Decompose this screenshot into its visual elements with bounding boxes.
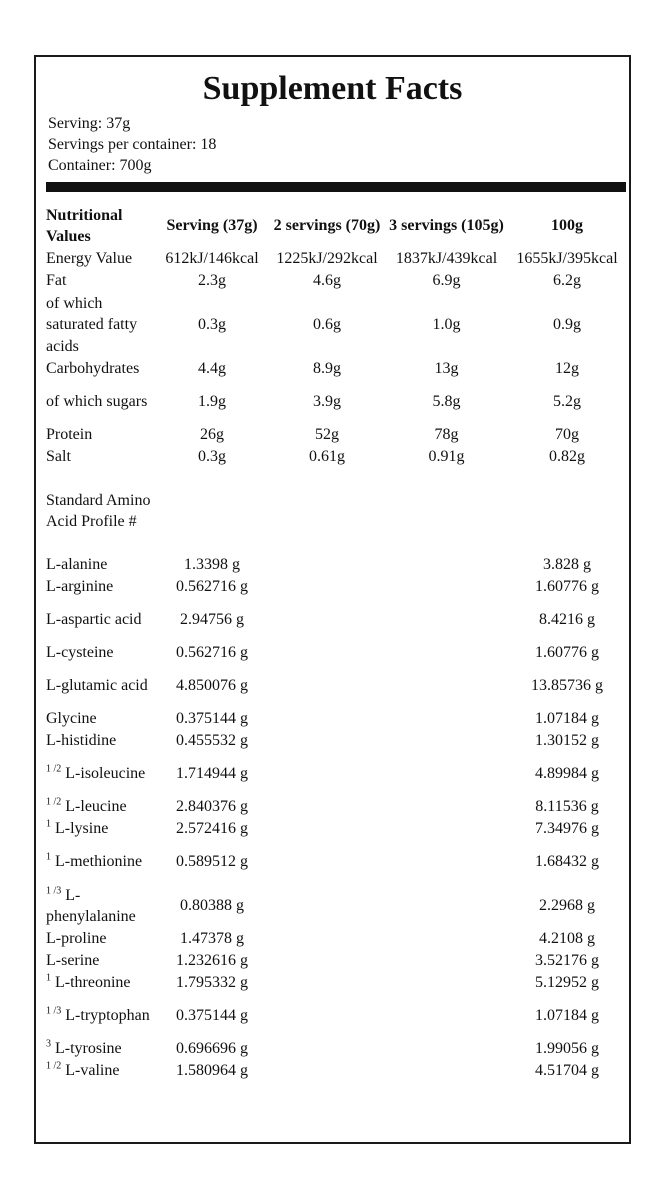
column-header: 100g — [551, 217, 583, 235]
nutrient-value: 0.455532 g — [176, 732, 248, 750]
nutrient-name — [46, 248, 157, 270]
table-row — [46, 468, 628, 554]
servings-per-container: Servings per container: 18 — [48, 136, 217, 153]
nutrient-value: 7.34976 g — [535, 820, 599, 838]
nutrient-label: L-histidine — [46, 732, 117, 750]
nutrient-value: 0.375144 g — [176, 710, 248, 728]
nutrient-value — [387, 1060, 506, 1082]
nutrient-value — [387, 554, 506, 576]
nutrient-value: 3.828 g — [543, 556, 591, 574]
nutrient-value: 4.4g — [198, 360, 226, 378]
nutrient-value — [267, 840, 387, 884]
nutrient-name — [46, 928, 157, 950]
nutrient-value: 0.562716 g — [176, 578, 248, 596]
nutrient-name — [46, 1038, 157, 1060]
table-row — [46, 708, 628, 730]
nutrient-label: Glycine — [46, 710, 97, 728]
nutrient-value: 1.795332 g — [176, 974, 248, 992]
nutrient-value: 78g — [434, 426, 459, 444]
table-row — [46, 972, 628, 994]
nutrient-value: 0.6g — [313, 316, 341, 334]
nutrient-value — [387, 598, 506, 642]
nutrient-value: 6.2g — [553, 272, 581, 290]
nutrient-value — [387, 972, 506, 994]
footnote-marker: 3 — [46, 1038, 51, 1050]
nutrient-name — [46, 884, 157, 928]
nutrient-value — [267, 884, 387, 928]
nutrient-label: L-valine — [65, 1062, 120, 1080]
footnote-marker: 1 — [46, 818, 51, 830]
nutrient-value — [387, 730, 506, 752]
nutrient-value: 0.82g — [549, 448, 585, 466]
table-row — [46, 1060, 628, 1082]
table-row — [46, 796, 628, 818]
nutrient-name — [46, 950, 157, 972]
column-header: 2 servings (70g) — [273, 217, 381, 235]
nutrient-value: 4.6g — [313, 272, 341, 290]
table-row — [46, 446, 628, 468]
nutrient-value: 2.94756 g — [180, 611, 244, 629]
nutrient-value — [387, 840, 506, 884]
nutrient-value — [387, 796, 506, 818]
serving-size: Serving: 37g — [48, 115, 131, 132]
nutrient-value — [267, 972, 387, 994]
nutrient-value: 0.80388 g — [180, 897, 244, 915]
container-size: Container: 700g — [48, 157, 152, 174]
table-row — [46, 950, 628, 972]
nutrient-value — [267, 950, 387, 972]
nutrient-value: 13g — [434, 360, 459, 378]
nutrient-value — [387, 994, 506, 1038]
nutrient-label: L-tyrosine — [55, 1040, 122, 1058]
nutrient-value — [267, 752, 387, 796]
nutrient-value — [267, 468, 387, 554]
panel-title: Supplement Facts — [202, 70, 463, 107]
table-row — [46, 576, 628, 598]
nutrient-value: 2.3g — [198, 272, 226, 290]
nutrient-value — [267, 664, 387, 708]
nutrient-name — [46, 598, 157, 642]
nutrient-label: L-phenylalanine — [46, 886, 136, 925]
nutrient-name — [46, 1060, 157, 1082]
nutrient-value — [506, 468, 628, 554]
table-row — [46, 598, 628, 642]
nutrient-value — [387, 708, 506, 730]
nutrient-value: 3.9g — [313, 393, 341, 411]
table-row — [46, 424, 628, 446]
nutrient-label: Salt — [46, 448, 71, 466]
nutrient-value: 0.562716 g — [176, 644, 248, 662]
table-row — [46, 818, 628, 840]
table-row — [46, 994, 628, 1038]
nutrient-label: Standard Amino Acid Profile # — [46, 491, 151, 530]
nutrient-value: 1.07184 g — [535, 1007, 599, 1025]
nutrient-name — [46, 554, 157, 576]
nutrient-value: 70g — [555, 426, 579, 444]
nutrient-name — [46, 664, 157, 708]
nutrient-name — [46, 576, 157, 598]
nutrient-value — [267, 1038, 387, 1060]
nutrient-value: 0.3g — [198, 448, 226, 466]
nutrient-label: Protein — [46, 426, 93, 444]
nutrient-value: 1.580964 g — [176, 1062, 248, 1080]
nutrient-value: 1.3398 g — [184, 556, 240, 574]
nutrient-value: 1225kJ/292kcal — [276, 250, 378, 268]
table-row — [46, 554, 628, 576]
nutrient-value: 6.9g — [432, 272, 461, 290]
nutrient-value — [267, 576, 387, 598]
nutrient-name — [46, 424, 157, 446]
nutrient-label: L-isoleucine — [65, 765, 146, 783]
nutrient-name — [46, 292, 157, 358]
nutrient-value: 52g — [315, 426, 339, 444]
nutrient-name — [46, 752, 157, 796]
nutrient-label: L-serine — [46, 952, 100, 970]
nutrient-value — [267, 730, 387, 752]
nutrient-value: 0.375144 g — [176, 1007, 248, 1025]
nutrient-value — [387, 642, 506, 664]
nutrient-name — [46, 730, 157, 752]
column-header: Serving (37g) — [166, 217, 258, 235]
nutrient-name — [46, 972, 157, 994]
nutrient-value — [267, 796, 387, 818]
nutrient-value — [387, 752, 506, 796]
nutrient-value: 1655kJ/395kcal — [516, 250, 618, 268]
nutrient-label: Fat — [46, 272, 67, 290]
nutrient-label: L-lysine — [55, 820, 109, 838]
nutrient-name — [46, 642, 157, 664]
nutrient-value: 12g — [555, 360, 579, 378]
nutrient-label: Energy Value — [46, 250, 133, 268]
nutrient-value — [387, 576, 506, 598]
table-row — [46, 248, 628, 270]
nutrient-value: 26g — [200, 426, 224, 444]
nutrient-name — [46, 840, 157, 884]
nutrient-label: L-cysteine — [46, 644, 114, 662]
column-header: Nutritional Values — [46, 206, 123, 245]
table-row — [46, 884, 628, 928]
nutrient-value: 4.2108 g — [539, 930, 595, 948]
footnote-marker: 1 — [46, 851, 51, 863]
nutrient-label: L-arginine — [46, 578, 114, 596]
nutrient-value — [267, 818, 387, 840]
nutrient-value: 1.07184 g — [535, 710, 599, 728]
nutrient-value: 0.91g — [428, 448, 465, 466]
nutrient-value: 2.2968 g — [539, 897, 595, 915]
nutrient-value: 1.60776 g — [535, 578, 599, 596]
nutrient-label: L-tryptophan — [65, 1007, 150, 1025]
nutrient-name — [46, 994, 157, 1038]
nutrient-value: 0.696696 g — [176, 1040, 248, 1058]
table-row — [46, 752, 628, 796]
nutrient-value: 1.30152 g — [535, 732, 599, 750]
nutrition-table — [46, 204, 628, 1082]
nutrient-value — [267, 1060, 387, 1082]
nutrient-value: 2.840376 g — [176, 798, 248, 816]
nutrient-value: 5.8g — [432, 393, 461, 411]
nutrient-value: 8.11536 g — [535, 798, 599, 816]
nutrient-value: 1.68432 g — [535, 853, 599, 871]
nutrient-value: 0.589512 g — [176, 853, 248, 871]
nutrient-value: 0.61g — [309, 448, 345, 466]
nutrient-label: Carbohydrates — [46, 360, 140, 378]
nutrient-value: 5.2g — [553, 393, 581, 411]
nutrient-value: 2.572416 g — [176, 820, 248, 838]
table-row — [46, 664, 628, 708]
column-header: 3 servings (105g) — [389, 217, 504, 235]
nutrient-value: 1.9g — [198, 393, 226, 411]
table-row — [46, 270, 628, 292]
nutrient-label: L-threonine — [55, 974, 131, 992]
nutrient-name — [46, 468, 157, 554]
footnote-marker: 1 /3 — [46, 1005, 62, 1017]
nutrient-value: 3.52176 g — [535, 952, 599, 970]
footnote-marker: 1 /3 — [46, 885, 62, 897]
nutrient-label: L-leucine — [65, 798, 127, 816]
nutrient-name — [46, 818, 157, 840]
nutrient-value — [387, 950, 506, 972]
nutrient-label: of which sugars — [46, 393, 148, 411]
nutrient-value — [267, 928, 387, 950]
nutrient-name — [46, 708, 157, 730]
table-row — [46, 380, 628, 424]
nutrient-name — [46, 446, 157, 468]
table-row — [46, 358, 628, 380]
nutrient-name — [46, 358, 157, 380]
table-row — [46, 1038, 628, 1060]
nutrient-value: 8.4216 g — [539, 611, 595, 629]
nutrient-value: 1.0g — [432, 316, 461, 334]
nutrient-value — [387, 818, 506, 840]
table-header-row — [46, 204, 628, 248]
nutrient-value — [267, 554, 387, 576]
nutrient-value: 1.60776 g — [535, 644, 599, 662]
nutrient-value — [267, 598, 387, 642]
nutrient-value: 0.3g — [198, 316, 226, 334]
nutrient-value: 1.232616 g — [176, 952, 248, 970]
nutrient-value — [267, 642, 387, 664]
nutrient-label: L-methionine — [55, 853, 143, 871]
nutrient-name — [46, 270, 157, 292]
nutrient-value: 612kJ/146kcal — [165, 250, 259, 268]
nutrient-label: of which saturated fatty acids — [46, 294, 138, 355]
nutrient-value: 1.714944 g — [176, 765, 248, 783]
table-row — [46, 730, 628, 752]
nutrient-value — [387, 1038, 506, 1060]
table-row — [46, 642, 628, 664]
nutrient-label: L-proline — [46, 930, 107, 948]
table-row — [46, 928, 628, 950]
nutrient-value: 0.9g — [553, 316, 581, 334]
nutrient-value — [387, 468, 506, 554]
nutrient-value — [157, 468, 267, 554]
nutrient-value: 5.12952 g — [535, 974, 599, 992]
nutrient-value: 4.89984 g — [535, 765, 599, 783]
nutrient-value: 4.850076 g — [176, 677, 248, 695]
nutrient-value: 1837kJ/439kcal — [395, 250, 498, 268]
nutrient-value — [387, 664, 506, 708]
table-row — [46, 840, 628, 884]
footnote-marker: 1 /2 — [46, 763, 62, 775]
nutrient-label: L-glutamic acid — [46, 677, 148, 695]
nutrient-value — [387, 928, 506, 950]
thick-divider — [46, 182, 626, 192]
nutrient-value: 13.85736 g — [531, 677, 603, 695]
nutrient-label: L-alanine — [46, 556, 108, 574]
nutrient-label: L-aspartic acid — [46, 611, 142, 629]
nutrient-value: 1.99056 g — [535, 1040, 599, 1058]
footnote-marker: 1 /2 — [46, 1060, 62, 1072]
footnote-marker: 1 /2 — [46, 796, 62, 808]
nutrient-value — [267, 994, 387, 1038]
footnote-marker: 1 — [46, 972, 51, 984]
nutrient-name — [46, 796, 157, 818]
supplement-facts-panel — [34, 55, 631, 1144]
nutrient-value: 1.47378 g — [180, 930, 244, 948]
nutrient-value: 8.9g — [313, 360, 341, 378]
nutrient-name — [46, 380, 157, 424]
nutrient-value: 4.51704 g — [535, 1062, 599, 1080]
nutrient-value — [267, 708, 387, 730]
nutrient-value — [387, 884, 506, 928]
table-row — [46, 292, 628, 358]
